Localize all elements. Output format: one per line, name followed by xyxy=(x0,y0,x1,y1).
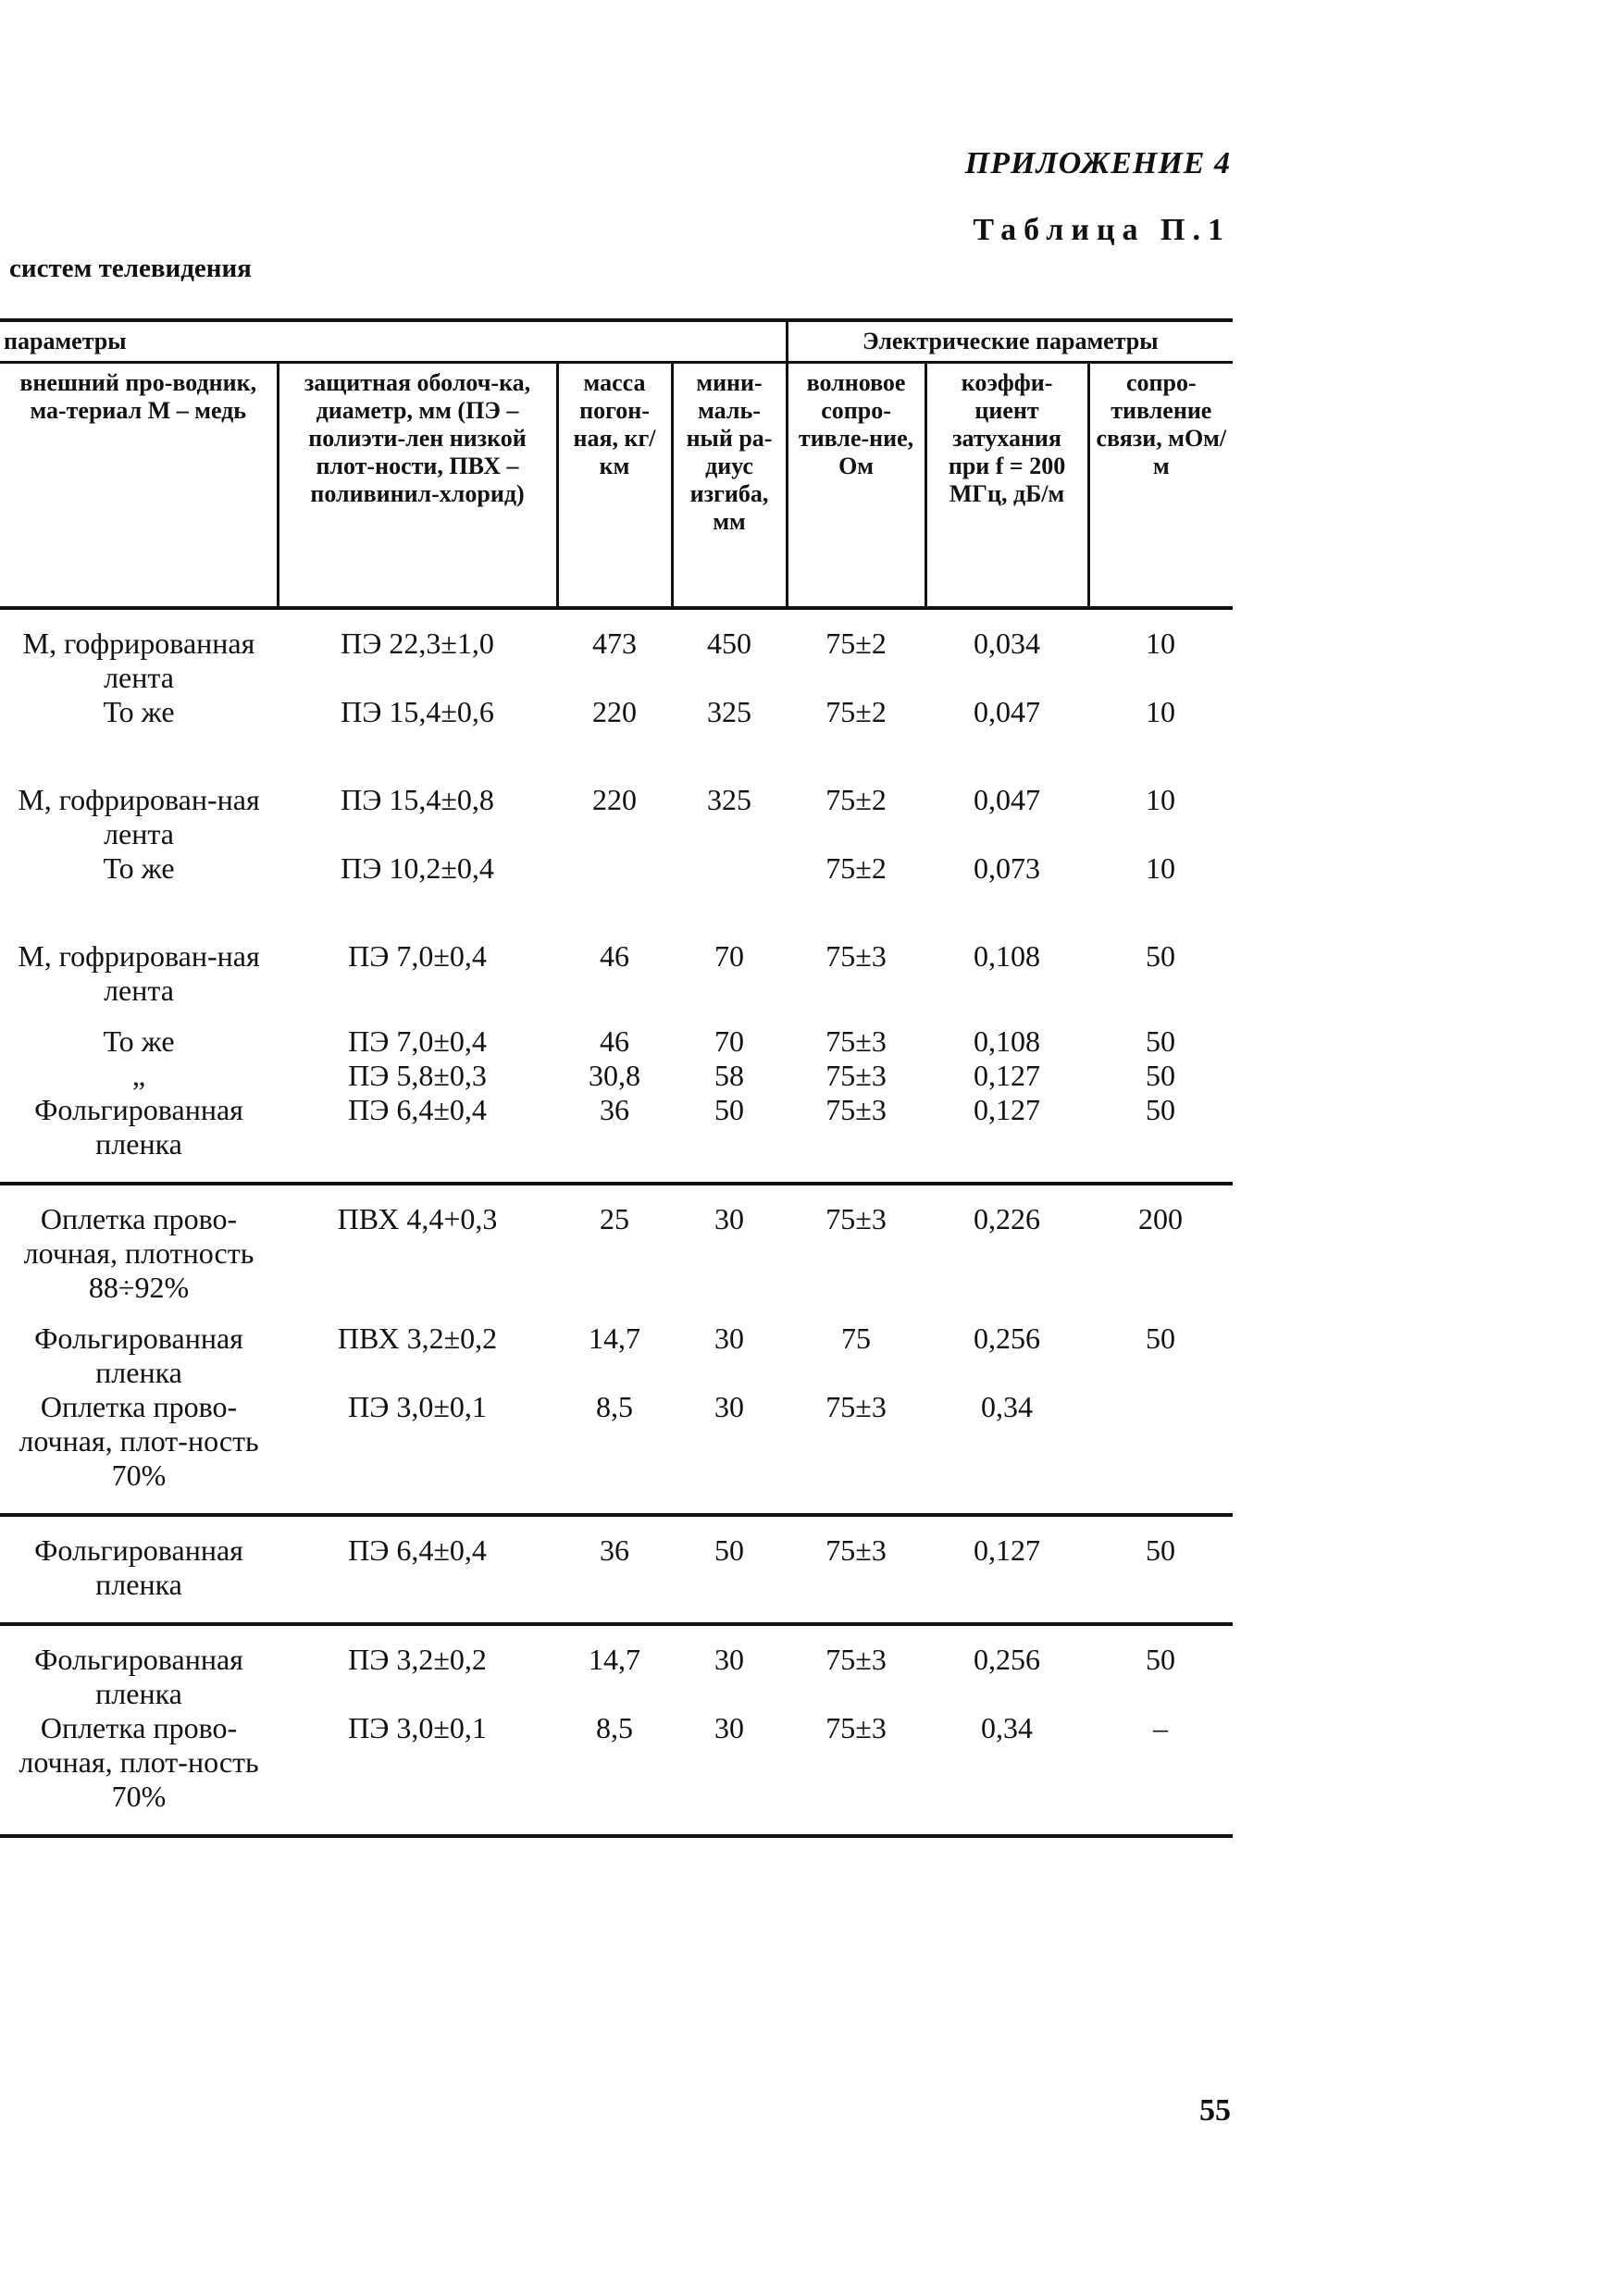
spacer-cell xyxy=(787,1624,925,1643)
table-subtitle: систем телевидения xyxy=(9,254,252,283)
cell-sheath: ПВХ 3,2±0,2 xyxy=(337,1322,498,1355)
table-row xyxy=(0,1322,1233,1390)
cell-mass xyxy=(557,851,672,886)
column-header-mass: масса погон-ная, кг/ км xyxy=(557,363,672,609)
group-separator xyxy=(0,1814,1233,1836)
group-separator xyxy=(0,1161,1233,1184)
spacer-cell xyxy=(557,608,672,627)
cell-attenuation: 0,047 xyxy=(974,783,1041,816)
spacer-cell xyxy=(557,1161,672,1184)
group-header-electrical: Электрические параметры xyxy=(787,320,1233,363)
cell-coupling: 50 xyxy=(1146,1643,1176,1676)
spacer-cell xyxy=(925,1515,1088,1533)
cell-bend-radius: 325 xyxy=(707,783,752,816)
cell-sheath: ПВХ 4,4+0,3 xyxy=(337,1202,498,1235)
cell-impedance: 75±3 xyxy=(825,1059,887,1092)
column-header-sheath: защитная оболоч-ка, диаметр, мм (ПЭ – полиэти-лен низкой плот-ности, ПВХ – поливинил-хлорид) xyxy=(278,363,557,609)
cell-material: Фольгированная пленка xyxy=(34,1322,243,1389)
spacer-cell xyxy=(1088,1515,1233,1533)
spacer-cell xyxy=(787,1493,925,1515)
cell-impedance: 75±2 xyxy=(825,695,887,728)
cell-material: Фольгированная пленка xyxy=(34,1533,243,1601)
cell-mass: 46 xyxy=(600,939,629,973)
cell-impedance: 75±3 xyxy=(825,1390,887,1423)
cell-coupling xyxy=(1088,1390,1233,1493)
spacer-cell xyxy=(557,1814,672,1836)
group-top-spacer xyxy=(0,1624,1233,1643)
spacer-cell xyxy=(925,1008,1088,1024)
group-top-spacer xyxy=(0,608,1233,627)
cell-attenuation: 0,127 xyxy=(974,1059,1041,1092)
spacer-cell xyxy=(925,1161,1088,1184)
cell-material: „ xyxy=(131,1059,146,1092)
cell-attenuation: 0,226 xyxy=(974,1202,1041,1235)
spacer-cell xyxy=(787,1161,925,1184)
row-gap xyxy=(0,729,1233,783)
group-top-spacer xyxy=(0,1184,1233,1202)
cell-sheath: ПЭ 5,8±0,3 xyxy=(348,1059,487,1092)
spacer-cell xyxy=(925,1624,1088,1643)
spacer-cell xyxy=(787,729,925,783)
spacer-cell xyxy=(1088,1624,1233,1643)
cell-impedance: 75±3 xyxy=(825,939,887,973)
spacer-cell xyxy=(278,1305,557,1322)
spacer-cell xyxy=(672,1814,787,1836)
cell-mass: 8,5 xyxy=(596,1390,633,1423)
cell-coupling: 10 xyxy=(1146,851,1176,885)
table-row xyxy=(0,1202,1233,1305)
spacer-cell xyxy=(557,729,672,783)
appendix-title: ПРИЛОЖЕНИЕ 4 xyxy=(964,146,1231,180)
spacer-cell xyxy=(672,1515,787,1533)
table-row xyxy=(0,851,1233,886)
row-gap xyxy=(0,886,1233,939)
cell-mass: 36 xyxy=(600,1093,629,1126)
column-header-attenuation: коэффи-циент затухания при f = 200 МГц, дБ/м xyxy=(925,363,1088,609)
spacer-cell xyxy=(278,1814,557,1836)
spacer-cell xyxy=(278,1161,557,1184)
spacer-cell xyxy=(925,1814,1088,1836)
spacer-cell xyxy=(1088,1602,1233,1624)
spacer-cell xyxy=(557,1305,672,1322)
spacer-cell xyxy=(1088,1493,1233,1515)
table-row xyxy=(0,1093,1233,1161)
spacer-cell xyxy=(787,1305,925,1322)
cell-mass: 14,7 xyxy=(589,1322,640,1355)
cell-coupling: 10 xyxy=(1146,695,1176,728)
cell-mass: 473 xyxy=(592,627,637,660)
spacer-cell xyxy=(787,1814,925,1836)
table-row xyxy=(0,1711,1233,1814)
cell-material: М, гофрированная лента xyxy=(22,627,255,694)
cell-attenuation: 0,34 xyxy=(981,1711,1034,1744)
spacer-cell xyxy=(557,1008,672,1024)
cell-material: М, гофрирован-ная лента xyxy=(18,783,260,850)
cell-coupling: 50 xyxy=(1146,939,1176,973)
table-caption: Таблица П.1 xyxy=(973,213,1231,247)
spacer-cell xyxy=(787,1008,925,1024)
cell-bend-radius: 30 xyxy=(714,1390,745,1423)
spacer-cell xyxy=(672,1161,787,1184)
table-row xyxy=(0,627,1233,695)
cell-attenuation: 0,108 xyxy=(974,1024,1041,1058)
cell-sheath: ПЭ 7,0±0,4 xyxy=(348,1024,487,1058)
table-row xyxy=(0,1390,1233,1493)
cell-mass: 220 xyxy=(592,695,637,728)
group-header-parameters: параметры xyxy=(0,320,787,363)
spacer-cell xyxy=(557,1515,672,1533)
table-row xyxy=(0,1533,1233,1602)
cell-coupling: 50 xyxy=(1146,1024,1176,1058)
cell-attenuation: 0,073 xyxy=(974,851,1041,885)
cell-material: Оплетка прово-лочная, плотность 88÷92% xyxy=(23,1202,254,1304)
spacer-cell xyxy=(787,886,925,939)
spacer-cell xyxy=(1088,1305,1233,1322)
table-row xyxy=(0,695,1233,729)
spacer-cell xyxy=(925,1305,1088,1322)
spacer-cell xyxy=(557,1493,672,1515)
spacer-cell xyxy=(925,1493,1088,1515)
spacer-cell xyxy=(0,1305,278,1322)
cell-impedance: 75±3 xyxy=(825,1533,887,1567)
cell-bend-radius: 30 xyxy=(714,1202,745,1235)
cell-bend-radius xyxy=(672,851,787,886)
spacer-cell xyxy=(787,1602,925,1624)
spacer-cell xyxy=(787,1184,925,1202)
cell-attenuation: 0,256 xyxy=(974,1322,1041,1355)
spacer-cell xyxy=(672,1602,787,1624)
table-row xyxy=(0,783,1233,851)
spacer-cell xyxy=(925,1184,1088,1202)
cell-attenuation: 0,127 xyxy=(974,1093,1041,1126)
spacer-cell xyxy=(672,1184,787,1202)
cell-bend-radius: 50 xyxy=(714,1093,745,1126)
group-separator xyxy=(0,1602,1233,1624)
cell-mass: 14,7 xyxy=(589,1643,640,1676)
cell-attenuation: 0,034 xyxy=(974,627,1041,660)
spacer-cell xyxy=(787,1515,925,1533)
cell-material: Фольгированная пленка xyxy=(34,1093,243,1160)
group-top-spacer xyxy=(0,1515,1233,1533)
spacer-cell xyxy=(672,886,787,939)
cell-mass: 8,5 xyxy=(596,1711,633,1744)
table-row xyxy=(0,1643,1233,1711)
spacer-cell xyxy=(1088,729,1233,783)
cell-impedance: 75±2 xyxy=(825,783,887,816)
page-number: 55 xyxy=(1199,2093,1231,2128)
table-row xyxy=(0,1059,1233,1093)
cell-coupling: 50 xyxy=(1146,1322,1176,1355)
column-header-impedance: волновое сопро-тивле-ние, Ом xyxy=(787,363,925,609)
cell-sheath: ПЭ 6,4±0,4 xyxy=(348,1093,487,1126)
spacer-cell xyxy=(672,1008,787,1024)
cell-impedance: 75±2 xyxy=(825,851,887,885)
cell-mass: 36 xyxy=(600,1533,629,1567)
cell-coupling: 50 xyxy=(1146,1059,1176,1092)
cell-bend-radius: 50 xyxy=(714,1533,745,1567)
spacer-cell xyxy=(925,886,1088,939)
spacer-cell xyxy=(0,1008,278,1024)
cell-impedance: 75±3 xyxy=(825,1024,887,1058)
spacer-cell xyxy=(278,1184,557,1202)
spacer-cell xyxy=(787,608,925,627)
spacer-cell xyxy=(278,1624,557,1643)
cell-attenuation: 0,047 xyxy=(974,695,1041,728)
cell-sheath: ПЭ 6,4±0,4 xyxy=(348,1533,487,1567)
table-body xyxy=(0,608,1233,1836)
cell-bend-radius: 450 xyxy=(707,627,752,660)
cell-sheath: ПЭ 3,2±0,2 xyxy=(348,1643,487,1676)
spacer-cell xyxy=(0,608,278,627)
cell-coupling: 10 xyxy=(1146,783,1176,816)
spacer-cell xyxy=(1088,1814,1233,1836)
cell-coupling: 50 xyxy=(1146,1533,1176,1567)
cell-material: Оплетка прово-лочная, плот-ность 70% xyxy=(19,1711,259,1813)
cell-bend-radius: 70 xyxy=(714,939,745,973)
spacer-cell xyxy=(278,1493,557,1515)
cell-coupling: 50 xyxy=(1146,1093,1176,1126)
spacer-cell xyxy=(278,886,557,939)
row-spacer xyxy=(0,1008,1233,1024)
row-spacer xyxy=(0,1305,1233,1322)
column-header-coupling-resistance: сопро-тивление связи, мОм/м xyxy=(1088,363,1233,609)
cell-sheath: ПЭ 15,4±0,6 xyxy=(341,695,494,728)
spacer-cell xyxy=(557,1184,672,1202)
cell-sheath: ПЭ 3,0±0,1 xyxy=(348,1390,487,1423)
cell-coupling: – xyxy=(1153,1711,1169,1744)
spacer-cell xyxy=(0,729,278,783)
spacer-cell xyxy=(1088,1161,1233,1184)
spacer-cell xyxy=(278,729,557,783)
cell-attenuation: 0,34 xyxy=(981,1390,1034,1423)
spacer-cell xyxy=(672,1624,787,1643)
cell-bend-radius: 70 xyxy=(714,1024,745,1058)
spacer-cell xyxy=(0,1602,278,1624)
cell-bend-radius: 30 xyxy=(714,1322,745,1355)
spacer-cell xyxy=(557,886,672,939)
spacer-cell xyxy=(278,1515,557,1533)
cell-impedance: 75 xyxy=(841,1322,872,1355)
spacer-cell xyxy=(925,608,1088,627)
cell-mass: 30,8 xyxy=(589,1059,640,1092)
table-row xyxy=(0,939,1233,1008)
spacer-cell xyxy=(0,1184,278,1202)
cell-impedance: 75±3 xyxy=(825,1202,887,1235)
cell-mass: 46 xyxy=(600,1024,629,1058)
spacer-cell xyxy=(0,1814,278,1836)
cell-impedance: 75±2 xyxy=(825,627,887,660)
cable-parameters-table xyxy=(0,318,1233,1838)
spacer-cell xyxy=(0,886,278,939)
cell-sheath: ПЭ 7,0±0,4 xyxy=(348,939,487,973)
spacer-cell xyxy=(672,729,787,783)
cell-material: То же xyxy=(103,695,175,728)
spacer-cell xyxy=(925,1602,1088,1624)
spacer-cell xyxy=(557,1624,672,1643)
spacer-cell xyxy=(0,1515,278,1533)
spacer-cell xyxy=(1088,608,1233,627)
cell-mass: 25 xyxy=(600,1202,629,1235)
spacer-cell xyxy=(0,1624,278,1643)
spacer-cell xyxy=(1088,1008,1233,1024)
spacer-cell xyxy=(0,1493,278,1515)
cell-coupling: 10 xyxy=(1146,627,1176,660)
cell-material: Оплетка прово-лочная, плот-ность 70% xyxy=(19,1390,259,1492)
cell-sheath: ПЭ 15,4±0,8 xyxy=(341,783,494,816)
group-separator xyxy=(0,1493,1233,1515)
cell-material: М, гофрирован-ная лента xyxy=(18,939,260,1007)
cell-impedance: 75±3 xyxy=(825,1711,887,1744)
spacer-cell xyxy=(557,1602,672,1624)
cell-attenuation: 0,127 xyxy=(974,1533,1041,1567)
cell-material: Фольгированная пленка xyxy=(34,1643,243,1710)
spacer-cell xyxy=(278,1008,557,1024)
cell-sheath: ПЭ 3,0±0,1 xyxy=(348,1711,487,1744)
spacer-cell xyxy=(672,1305,787,1322)
cell-sheath: ПЭ 10,2±0,4 xyxy=(341,851,494,885)
cell-attenuation: 0,256 xyxy=(974,1643,1041,1676)
cell-bend-radius: 30 xyxy=(714,1643,745,1676)
table-row xyxy=(0,1024,1233,1059)
spacer-cell xyxy=(0,1161,278,1184)
cell-bend-radius: 30 xyxy=(714,1711,745,1744)
cell-bend-radius: 325 xyxy=(707,695,752,728)
spacer-cell xyxy=(1088,1184,1233,1202)
column-header-outer-conductor: внешний про-водник, ма-териал М – медь xyxy=(0,363,278,609)
column-header-bend-radius: мини-маль-ный ра-диус изгиба, мм xyxy=(672,363,787,609)
spacer-cell xyxy=(278,1602,557,1624)
cell-impedance: 75±3 xyxy=(825,1093,887,1126)
spacer-cell xyxy=(1088,886,1233,939)
cell-material: То же xyxy=(103,1024,175,1058)
spacer-cell xyxy=(278,608,557,627)
cell-bend-radius: 58 xyxy=(714,1059,745,1092)
cell-mass: 220 xyxy=(592,783,637,816)
spacer-cell xyxy=(925,729,1088,783)
cell-impedance: 75±3 xyxy=(825,1643,887,1676)
spacer-cell xyxy=(672,608,787,627)
cell-sheath: ПЭ 22,3±1,0 xyxy=(341,627,494,660)
cell-material: То же xyxy=(103,851,175,885)
cell-coupling: 200 xyxy=(1138,1202,1184,1235)
spacer-cell xyxy=(672,1493,787,1515)
cell-attenuation: 0,108 xyxy=(974,939,1041,973)
